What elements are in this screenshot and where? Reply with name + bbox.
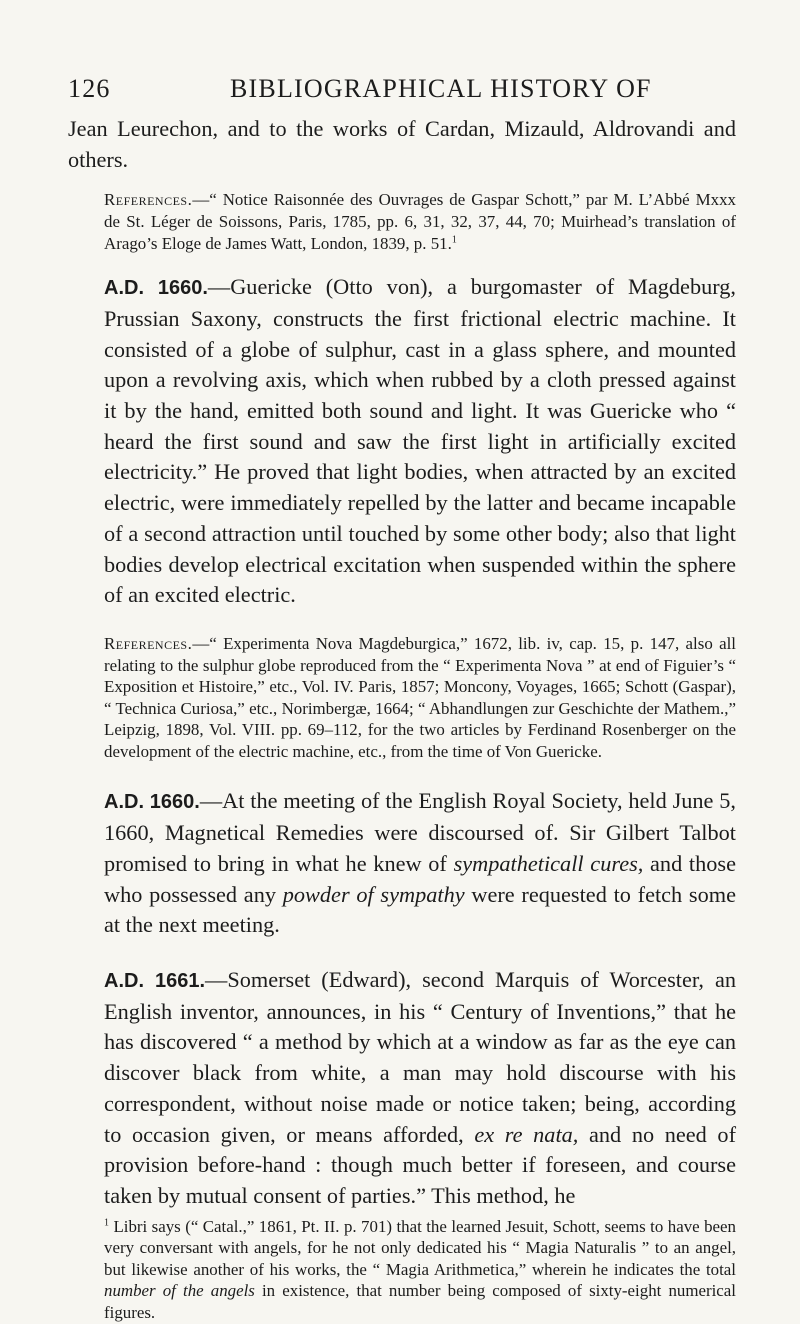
italic-phrase: sympatheticall cures, (453, 850, 644, 876)
entry-date: A.D. 1661. (104, 970, 206, 992)
entry-1661-worcester: A.D. 1661.—Somerset (Edward), second Marquis of Worcester, an English inventor, announces, in his “ Century of Inventions,” that he has discovered “ a method by which at a window as far as the eye can discover black from white, a man may hold discourse with his correspondent, without noise made or notice taken; being, according to occasion given, or means afforded, ex re nata, and no need of provision before-hand : though much better if foreseen, and course taken by mutual consent of parties.” This method, he (104, 967, 737, 1208)
page-header (68, 74, 736, 108)
footnote-ref-marker: 1 (451, 233, 457, 245)
page-body (68, 114, 736, 1324)
entry-text: —Guericke (Otto von), a burgomaster of Magdeburg, Prussian Saxony, constructs the first frictional electric machine. It consisted of a globe of sulphur, cast in a glass sphere, and mounted upon a revolving axis, which when rubbed by a cloth pressed against it by the hand, emitted both sound and light. It was Guericke who “ heard the first sound and saw the first light in artificially excited electricity.” He proved that light bodies, when attracted by an excited electric, were immediately repelled by the latter and became incapable of a second attraction until touched by some other body; also that light bodies develop electrical excitation when suspended within the sphere of an excited electric. (104, 274, 737, 608)
running-title: BIBLIOGRAPHICAL HISTORY OF (230, 74, 652, 103)
references-guericke (68, 633, 736, 763)
entry-1660-royal-society: A.D. 1660.—At the meeting of the English Royal Society, held June 5, 1660, Magnetical Remedies were discoursed of. Sir Gilbert Talbot promised to bring in what he knew of sympatheticall cures, and those who possessed any powder of sympathy were requested to fetch some at the next meeting. (104, 788, 737, 938)
references-guericke-prelude (68, 189, 736, 254)
references-text: —“ Experimenta Nova Magdeburgica,” 1672, lib. iv, cap. 15, p. 147, also all relating to the sulphur globe reproduced from the “ Experimenta Nova ” at end of Figuier’s “ Exposition et Histoire,” etc., Vol. IV. Paris, 1857; Moncony, Voyages, 1665; Schott (Gaspar), “ Technica Curiosa,” etc., Norimbergæ, 1664; “ Abhandlungen zur Geschichte der Mathem.,” Leipzig, 1898, Vol. VIII. pp. 69–112, for the two articles by Ferdinand Rosenberger on the development of the electric machine, etc., from the time of Von Guericke. (104, 633, 736, 761)
entry-date: A.D. 1660. (104, 791, 200, 814)
italic-phrase: ex re nata, (474, 1121, 579, 1147)
page-number: 126 (68, 74, 111, 103)
intro-paragraph: Jean Leurechon, and to the works of Cardan, Mizauld, Aldrovandi and others. (68, 116, 736, 172)
italic-phrase: powder of sympathy (282, 881, 465, 907)
references-label: References. (104, 633, 193, 653)
references-label: References. (104, 190, 193, 210)
footnote: $^1$ Libri says (“ Catal.,” 1861, Pt. II. p. 701) that the learned Jesuit, Schott, seems to have been very conversant with angels, for he not only dedicated his “ Magia Naturalis ” to an angel, but likewise another of his works, the “ Magia Arithmetica,” wherein he indicates the total number of the angels in existence, that number being composed of sixty-eight numerical figures. (104, 1216, 736, 1322)
entry-date: A.D. 1660. (104, 277, 208, 300)
italic-phrase: number of the angels (104, 1281, 255, 1301)
entry-1660-guericke (68, 272, 736, 611)
references-text: —“ Notice Raisonnée des Ouvrages de Gaspar Schott,” par M. L’Abbé Mxxx de St. Léger de Soissons, Paris, 1785, pp. 6, 31, 32, 37, 44, 70; Muirhead’s translation of Arago’s Eloge de James Watt, London, 1839, p. 51. (104, 190, 736, 253)
footnote-marker: 1 (104, 1217, 109, 1228)
